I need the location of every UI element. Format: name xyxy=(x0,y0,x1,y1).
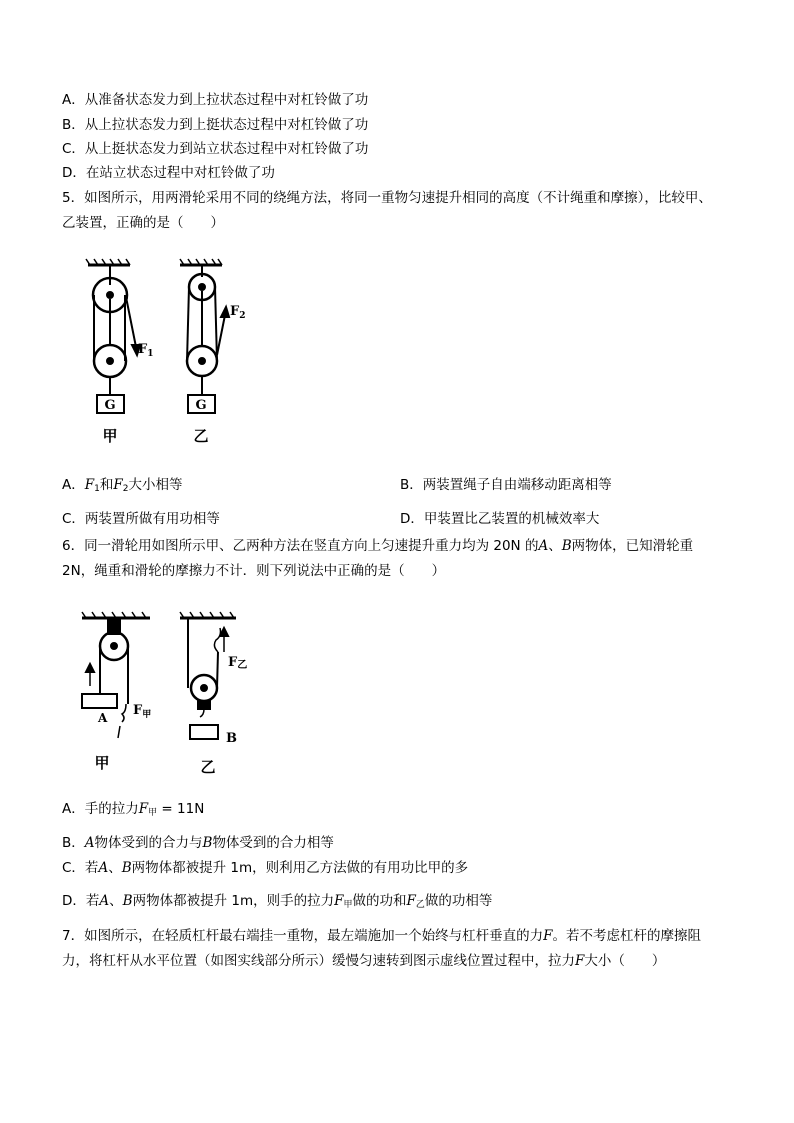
q6-force-jia-label: $F_甲$ xyxy=(133,703,152,720)
q6-setup-jia xyxy=(82,612,150,738)
q5-pulley-figure xyxy=(80,255,260,445)
q5-option-c: C．两装置所做有用功相等 xyxy=(62,511,220,527)
q5-stem-line2: 乙装置，正确的是（ ） xyxy=(62,215,224,231)
q4-option-c: C．从上挺状态发力到站立状态过程中对杠铃做了功 xyxy=(62,141,369,157)
q5-stem-line1: 5．如图所示，用两滑轮采用不同的绕绳方法，将同一重物匀速提升相同的高度（不计绳重和摩擦），比较甲、 xyxy=(62,190,712,206)
q6-pulley-figure xyxy=(70,612,270,777)
q7-stem-line2: 力，将杠杆从水平位置（如图实线部分所示）缓慢匀速转到图示虚线位置过程中，拉力F大小（ ） xyxy=(62,953,666,969)
q5-option-d: D．甲装置比乙装置的机械效率大 xyxy=(400,511,600,527)
q5-option-b: B．两装置绳子自由端移动距离相等 xyxy=(400,477,612,493)
q5-label-yi: 乙 xyxy=(193,427,209,445)
q4-option-d: D．在站立状态过程中对杠铃做了功 xyxy=(62,165,275,181)
q5-force1-label: $F_1$ xyxy=(138,342,154,359)
q6-block-b: B xyxy=(226,731,237,746)
q4-option-a: A．从准备状态发力到上拉状态过程中对杠铃做了功 xyxy=(62,92,369,108)
q6-label-jia: 甲 xyxy=(94,754,110,772)
q6-setup-yi xyxy=(180,612,236,739)
q6-label-yi: 乙 xyxy=(200,758,216,776)
q5-weight-right: G xyxy=(195,398,207,413)
q5-setup-yi xyxy=(180,259,229,413)
q6-force-yi-label: F乙 xyxy=(228,655,248,671)
q6-option-d: D．若A、B两物体都被提升 1m，则手的拉力$F_甲$做的功和$F_乙$做的功相等 xyxy=(62,893,493,910)
q4-option-b: B．从上拉状态发力到上挺状态过程中对杠铃做了功 xyxy=(62,117,369,133)
q6-stem-line2: 2N，绳重和滑轮的摩擦力不计．则下列说法中正确的是（ ） xyxy=(62,563,446,579)
q6-option-a: A．手的拉力$F_甲 = 11N$ xyxy=(62,801,205,818)
q6-block-a: A xyxy=(98,711,108,725)
q6-stem-line1: 6．同一滑轮用如图所示甲、乙两种方法在竖直方向上匀速提升重力均为 20N 的A、B两物体，已知滑轮重 xyxy=(62,538,694,554)
q5-weight-left: G xyxy=(104,398,116,413)
q5-option-a: A．$F_1$和$F_2$大小相等 xyxy=(62,477,183,494)
q6-option-c: C．若A、B两物体都被提升 1m，则利用乙方法做的有用功比甲的多 xyxy=(62,860,469,876)
q7-stem-line1: 7．如图所示，在轻质杠杆最右端挂一重物，最左端施加一个始终与杠杆垂直的力F。若不考虑杠杆的摩擦阻 xyxy=(62,928,701,944)
q6-option-b: B．A物体受到的合力与B物体受到的合力相等 xyxy=(62,835,334,851)
q5-force2-label: $F_2$ xyxy=(230,304,246,321)
q5-label-jia: 甲 xyxy=(102,427,118,445)
q5-setup-jia xyxy=(86,259,140,413)
